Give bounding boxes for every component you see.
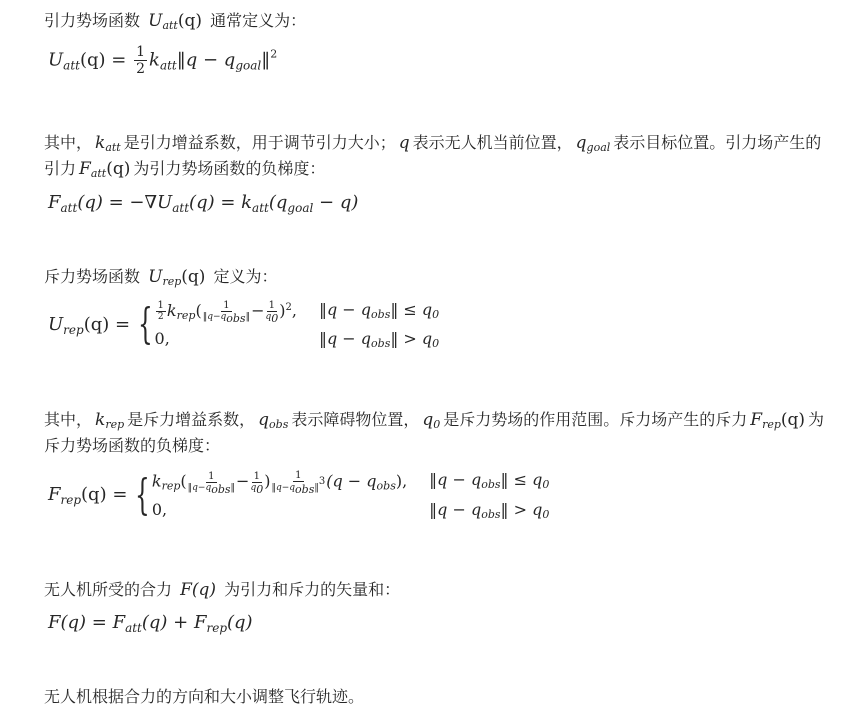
intro-text: 引力势场函数 (44, 11, 141, 30)
fraction-one-half: $\frac{1}{2}$ (136, 44, 146, 77)
resultant-force-paragraph: 无人机所受的合力 F(q) 为引力和斥力的矢量和： (44, 580, 401, 600)
equation-repulsive-force: $F_{rep}(q)$ = { $k_{rep}$( $\frac{1}{‖q-q_{obs}‖}$ − $\frac{1}{q_0}$ ) $\frac{1}{‖q-q_{obs}‖^3}$ $(q - q_{obs})$, ‖q − $q_{obs}‖ \le q_0$ 0, ‖q − $q_{obs}‖ > q_0$ (48, 469, 550, 521)
inline-math-u-att: $U_{att}(q)$ (148, 11, 202, 32)
repulsive-intro-paragraph: 斥力势场函数 $U_{rep}(q)$ 定义为： (44, 267, 278, 288)
equation-resultant-force: $F(q) = F_{att}(q) + F_{rep}(q)$ (48, 612, 253, 635)
equation-repulsive-potential: $U_{rep}(q)$ = { $\frac{1}{2}$ $k_{rep}$( $\frac{1}{‖q-q_{obs}‖}$ − $\frac{1}{q_0}$ )$^2$, ‖q − $q_{obs}‖ \le q_0$ 0, ‖q − $q_{obs}‖ > q_0$ (48, 299, 440, 350)
closing-paragraph: 无人机根据合力的方向和大小调整飞行轨迹。 (44, 687, 365, 706)
intro-paragraph (44, 8, 834, 34)
attractive-gain-paragraph: 其中， $k_{att}$ 是引力增益系数，用于调节引力大小； q 表示无人机当前位置， $q_{goal}$ 表示目标位置。引力场产生的引力 $F_{att}(q)$ 为引力势场函数的负梯度： (44, 133, 822, 180)
intro-text-end: 通常定义为： (210, 11, 307, 30)
equation-attractive-potential: $U_{att}(q)$ = $\frac{1}{2}$ $k_{att}‖q$ − $q_{goal}‖^2$ (48, 44, 278, 77)
repulsive-gain-paragraph: 其中， $k_{rep}$ 是斥力增益系数， $q_{obs}$ 表示障碍物位置， $q_0$ 是斥力势场的作用范围。斥力场产生的斥力 $F_{rep}(q)$ 为斥力势场函数的负梯度： (44, 410, 825, 455)
equation-attractive-force: $F_{att}(q) = -\nabla U_{att}(q) = k_{att}(q_{goal} - q)$ (48, 192, 359, 215)
